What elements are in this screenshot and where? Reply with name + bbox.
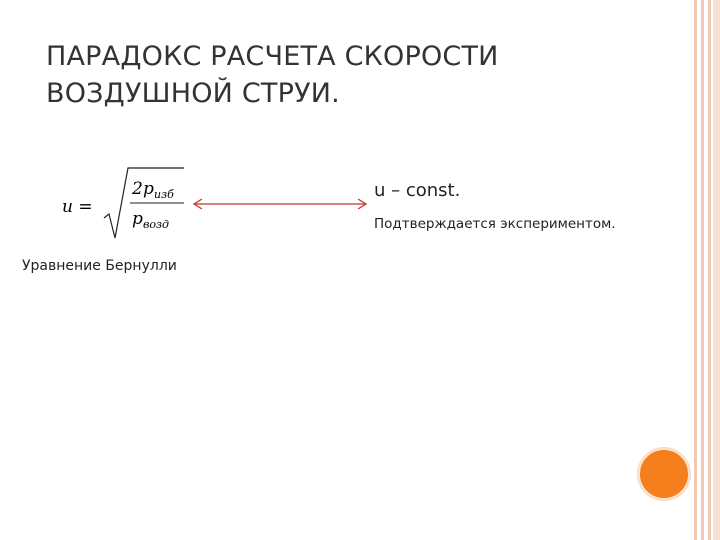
formula-numerator-var: p xyxy=(143,179,154,199)
const-heading: u – const. xyxy=(374,180,461,201)
formula-lhs: u = xyxy=(62,197,93,217)
formula-denominator-sub: возд xyxy=(143,218,169,231)
formula-numerator-sub: изб xyxy=(154,188,174,201)
slide-title: ПАРАДОКС РАСЧЕТА СКОРОСТИ ВОЗДУШНОЙ СТРУИ. xyxy=(46,41,499,109)
accent-circle xyxy=(638,448,690,500)
decorative-stripe xyxy=(701,0,704,540)
formula-numerator-coeff: 2 xyxy=(132,179,143,199)
experiment-caption: Подтверждается экспериментом. xyxy=(374,216,616,232)
formula-denominator-var: p xyxy=(132,209,143,229)
decorative-stripe xyxy=(694,0,697,540)
decorative-stripe xyxy=(708,0,711,540)
bernoulli-caption: Уравнение Бернулли xyxy=(22,258,177,274)
double-arrow xyxy=(190,196,370,212)
bernoulli-formula xyxy=(62,162,192,244)
decorative-stripe xyxy=(713,0,720,540)
